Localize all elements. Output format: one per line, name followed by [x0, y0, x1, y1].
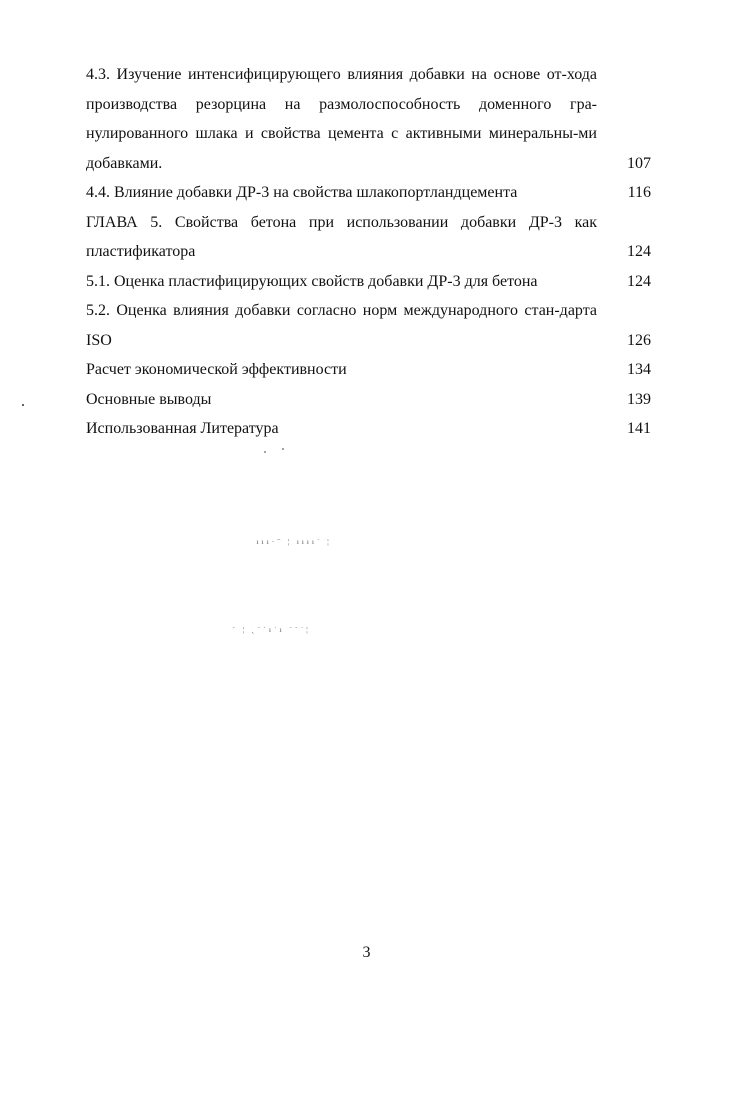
- toc-entry-page: 107: [627, 154, 651, 172]
- scan-speck: [282, 448, 284, 450]
- scan-speck: [264, 451, 266, 453]
- toc-entry-references[interactable]: [86, 414, 651, 444]
- scan-speck: [22, 404, 24, 406]
- toc-entry-page: 134: [627, 361, 651, 378]
- toc-entry-4-3[interactable]: [86, 60, 651, 178]
- toc-entry-page: 139: [627, 390, 651, 408]
- toc-entry-5-1[interactable]: [86, 267, 651, 297]
- scan-faint-mark: ˋ ¦ ˛ˋˈıˈı ˋˋˈ¦: [232, 625, 311, 635]
- toc-entry-title: 4.3. Изучение интенсифицирующего влияния добавки на основе от-хода производства резорцина на размолоспособность доменного гра-нулированного шлака и свойства цемента с активными минеральны-ми добавками.: [86, 66, 597, 172]
- toc-entry-page: 124: [627, 243, 651, 260]
- toc-entry-title: Основные выводы: [86, 390, 212, 408]
- toc-entry-title: 5.2. Оценка влияния добавки согласно норм международного стан-дарта ISO: [86, 302, 597, 349]
- toc-entry-title: 5.1. Оценка пластифицирующих свойств добавки ДР-3 для бетона: [86, 272, 538, 290]
- toc-entry-title: 4.4. Влияние добавки ДР-3 на свойства шлакопортландцемента: [86, 184, 518, 201]
- toc-entry-conclusions[interactable]: [86, 385, 651, 415]
- toc-entry-title: Расчет экономической эффективности: [86, 361, 347, 378]
- page-number: 3: [362, 944, 371, 961]
- table-of-contents: [86, 60, 651, 444]
- toc-entry-page: 116: [627, 184, 651, 201]
- toc-entry-chapter-5[interactable]: [86, 208, 651, 267]
- toc-entry-page: 124: [627, 272, 651, 290]
- toc-entry-page: 126: [627, 331, 651, 349]
- toc-entry-5-2[interactable]: [86, 296, 651, 355]
- toc-entry-page: 141: [627, 420, 651, 437]
- scan-faint-mark: ııı·ˆ ¦ ıııı˙ ¦: [256, 537, 332, 547]
- toc-entry-4-4[interactable]: [86, 178, 651, 208]
- toc-entry-title: Использованная Литература: [86, 420, 279, 437]
- toc-entry-economics[interactable]: [86, 355, 651, 385]
- toc-entry-title: ГЛАВА 5. Свойства бетона при использовании добавки ДР-3 как пластификатора: [86, 213, 597, 260]
